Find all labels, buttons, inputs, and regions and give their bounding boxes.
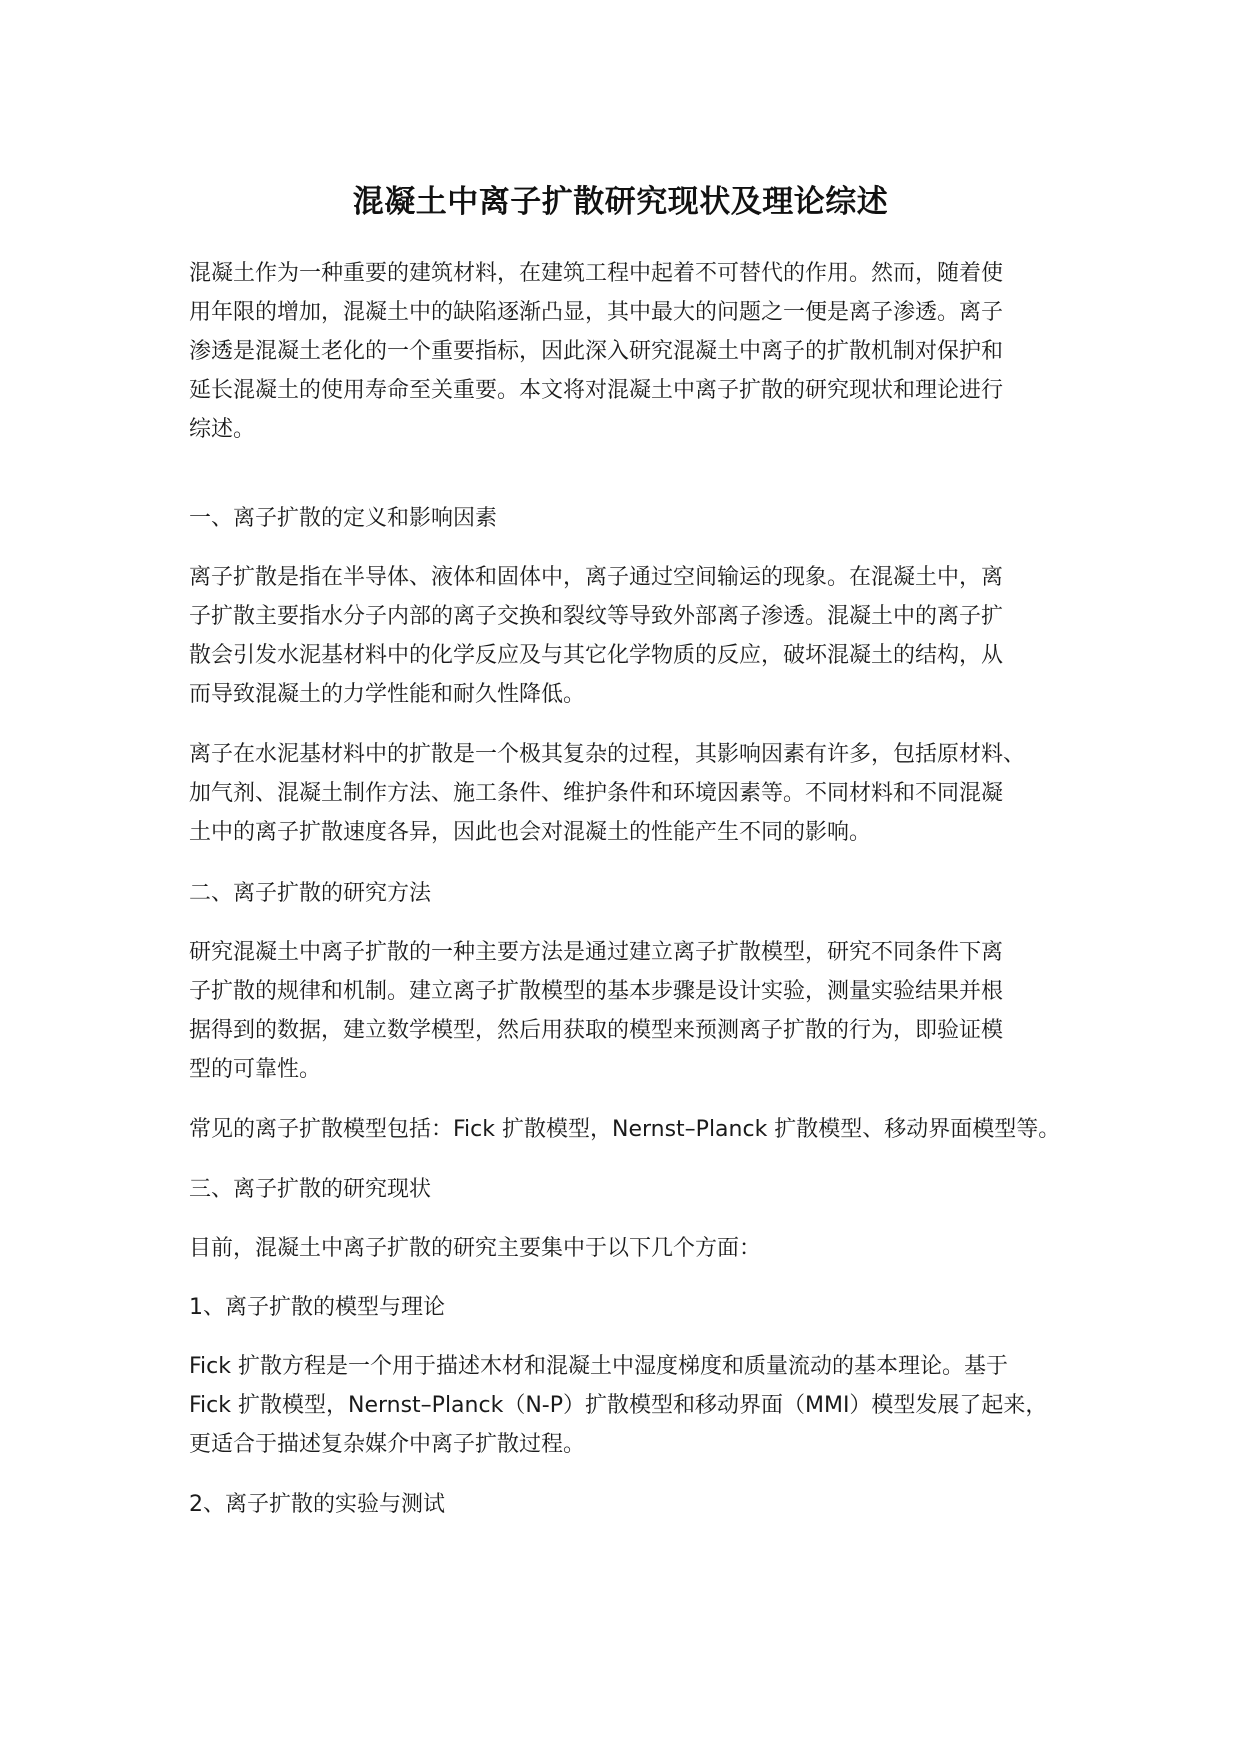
- text-line: 土中的离子扩散速度各异，因此也会对混凝土的性能产生不同的影响。: [189, 820, 872, 845]
- text-line: 常见的离子扩散模型包括：Fick 扩散模型，Nernst–Planck 扩散模型、移动界面模型等。: [189, 1117, 1061, 1142]
- text-line: 综述。: [189, 417, 256, 442]
- text-line: 目前，混凝土中离子扩散的研究主要集中于以下几个方面：: [189, 1236, 762, 1261]
- heading-text: 一、离子扩散的定义和影响因素: [189, 506, 498, 531]
- text-line: 混凝土作为一种重要的建筑材料，在建筑工程中起着不可替代的作用。然而，随着使: [189, 261, 1004, 286]
- paragraph-intro: [189, 254, 1069, 449]
- paragraph-factors: [189, 735, 1069, 852]
- paragraph-models: [189, 1110, 1069, 1149]
- text-line: 而导致混凝土的力学性能和耐久性降低。: [189, 682, 586, 707]
- text-line: Fick 扩散模型，Nernst–Planck（N-P）扩散模型和移动界面（MMI）模型发展了起来，: [189, 1393, 1048, 1418]
- heading-text: 二、离子扩散的研究方法: [189, 881, 432, 906]
- text-line: 型的可靠性。: [189, 1057, 322, 1082]
- paragraph-methods: [189, 933, 1069, 1089]
- section-heading-1: [189, 499, 1069, 538]
- text-line: 据得到的数据，建立数学模型，然后用获取的模型来预测离子扩散的行为，即验证模: [189, 1018, 1004, 1043]
- text-line: 延长混凝土的使用寿命至关重要。本文将对混凝土中离子扩散的研究现状和理论进行: [189, 378, 1004, 403]
- paragraph-fick: [189, 1347, 1069, 1464]
- text-line: 离子在水泥基材料中的扩散是一个极其复杂的过程，其影响因素有许多，包括原材料、: [189, 742, 1026, 767]
- heading-text: 三、离子扩散的研究现状: [189, 1177, 432, 1202]
- subsection-heading-2: [189, 1485, 1069, 1524]
- text-line: 离子扩散是指在半导体、液体和固体中，离子通过空间输运的现象。在混凝土中，离: [189, 565, 1004, 590]
- text-line: Fick 扩散方程是一个用于描述木材和混凝土中湿度梯度和质量流动的基本理论。基于: [189, 1354, 1008, 1379]
- text-line: 子扩散主要指水分子内部的离子交换和裂纹等导致外部离子渗透。混凝土中的离子扩: [189, 604, 1004, 629]
- text-line: 散会引发水泥基材料中的化学反应及与其它化学物质的反应，破坏混凝土的结构，从: [189, 643, 1004, 668]
- document-title: 混凝土中离子扩散研究现状及理论综述: [352, 184, 889, 220]
- text-line: 研究混凝土中离子扩散的一种主要方法是通过建立离子扩散模型，研究不同条件下离: [189, 940, 1004, 965]
- paragraph-current: [189, 1229, 1069, 1268]
- section-heading-2: [189, 874, 1069, 913]
- text-line: 用年限的增加，混凝土中的缺陷逐渐凸显，其中最大的问题之一便是离子渗透。离子: [189, 300, 1004, 325]
- text-line: 更适合于描述复杂媒介中离子扩散过程。: [189, 1432, 586, 1457]
- text-line: 子扩散的规律和机制。建立离子扩散模型的基本步骤是设计实验，测量实验结果并根: [189, 979, 1004, 1004]
- section-heading-3: [189, 1170, 1069, 1209]
- heading-text: 1、离子扩散的模型与理论: [189, 1295, 445, 1320]
- heading-text: 2、离子扩散的实验与测试: [189, 1492, 445, 1517]
- paragraph-definition: [189, 558, 1069, 714]
- text-line: 加气剂、混凝土制作方法、施工条件、维护条件和环境因素等。不同材料和不同混凝: [189, 781, 1004, 806]
- subsection-heading-1: [189, 1288, 1069, 1327]
- text-line: 渗透是混凝土老化的一个重要指标，因此深入研究混凝土中离子的扩散机制对保护和: [189, 339, 1004, 364]
